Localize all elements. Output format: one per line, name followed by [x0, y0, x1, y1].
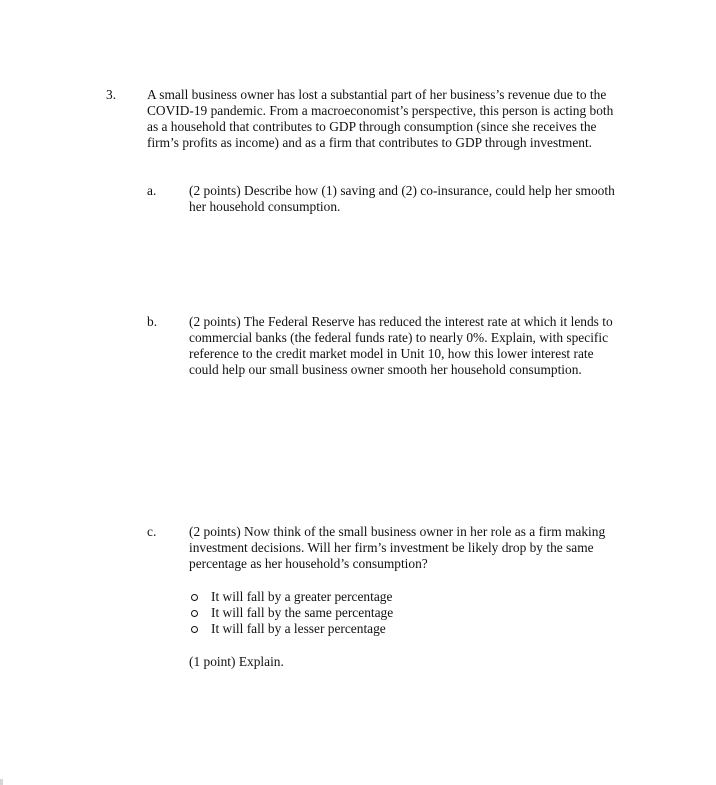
answer-options: [189, 589, 393, 637]
option-greater[interactable]: [189, 589, 393, 605]
option-same[interactable]: [189, 605, 393, 621]
part-a-label: a.: [147, 183, 157, 198]
radio-circle-icon[interactable]: [191, 610, 198, 617]
page-edge-mark: [0, 779, 3, 785]
part-c-followup: (1 point) Explain.: [189, 654, 284, 669]
part-c-text: (2 points) Now think of the small business owner in her role as a firm making investment decisions. Will her firm’s investment be likely drop by the same percentage as her household’s consumption?: [189, 524, 606, 571]
part-b-label: b.: [147, 314, 158, 329]
option-lesser[interactable]: [189, 621, 393, 637]
option-label: It will fall by a lesser percentage: [211, 621, 386, 636]
radio-circle-icon[interactable]: [191, 594, 198, 601]
part-c-label: c.: [147, 524, 157, 539]
question-number: 3.: [106, 87, 117, 102]
question-stem: A small business owner has lost a substantial part of her business’s revenue due to the COVID-19 pandemic. From a macroeconomist’s perspective, this person is acting both as a household that contributes to GDP through consumption (since she receives the firm’s profits as income) and as a firm that contributes to GDP through investment.: [147, 87, 614, 150]
option-label: It will fall by a greater percentage: [211, 589, 393, 604]
part-a-text: (2 points) Describe how (1) saving and (2) co-insurance, could help her smooth her household consumption.: [189, 183, 615, 214]
part-b-text: (2 points) The Federal Reserve has reduced the interest rate at which it lends to commercial banks (the federal funds rate) to nearly 0%. Explain, with specific reference to the credit market model in Unit 10, how this lower interest rate could help our small business owner smooth her household consumption.: [189, 314, 613, 377]
option-label: It will fall by the same percentage: [211, 605, 394, 620]
radio-circle-icon[interactable]: [191, 626, 198, 633]
